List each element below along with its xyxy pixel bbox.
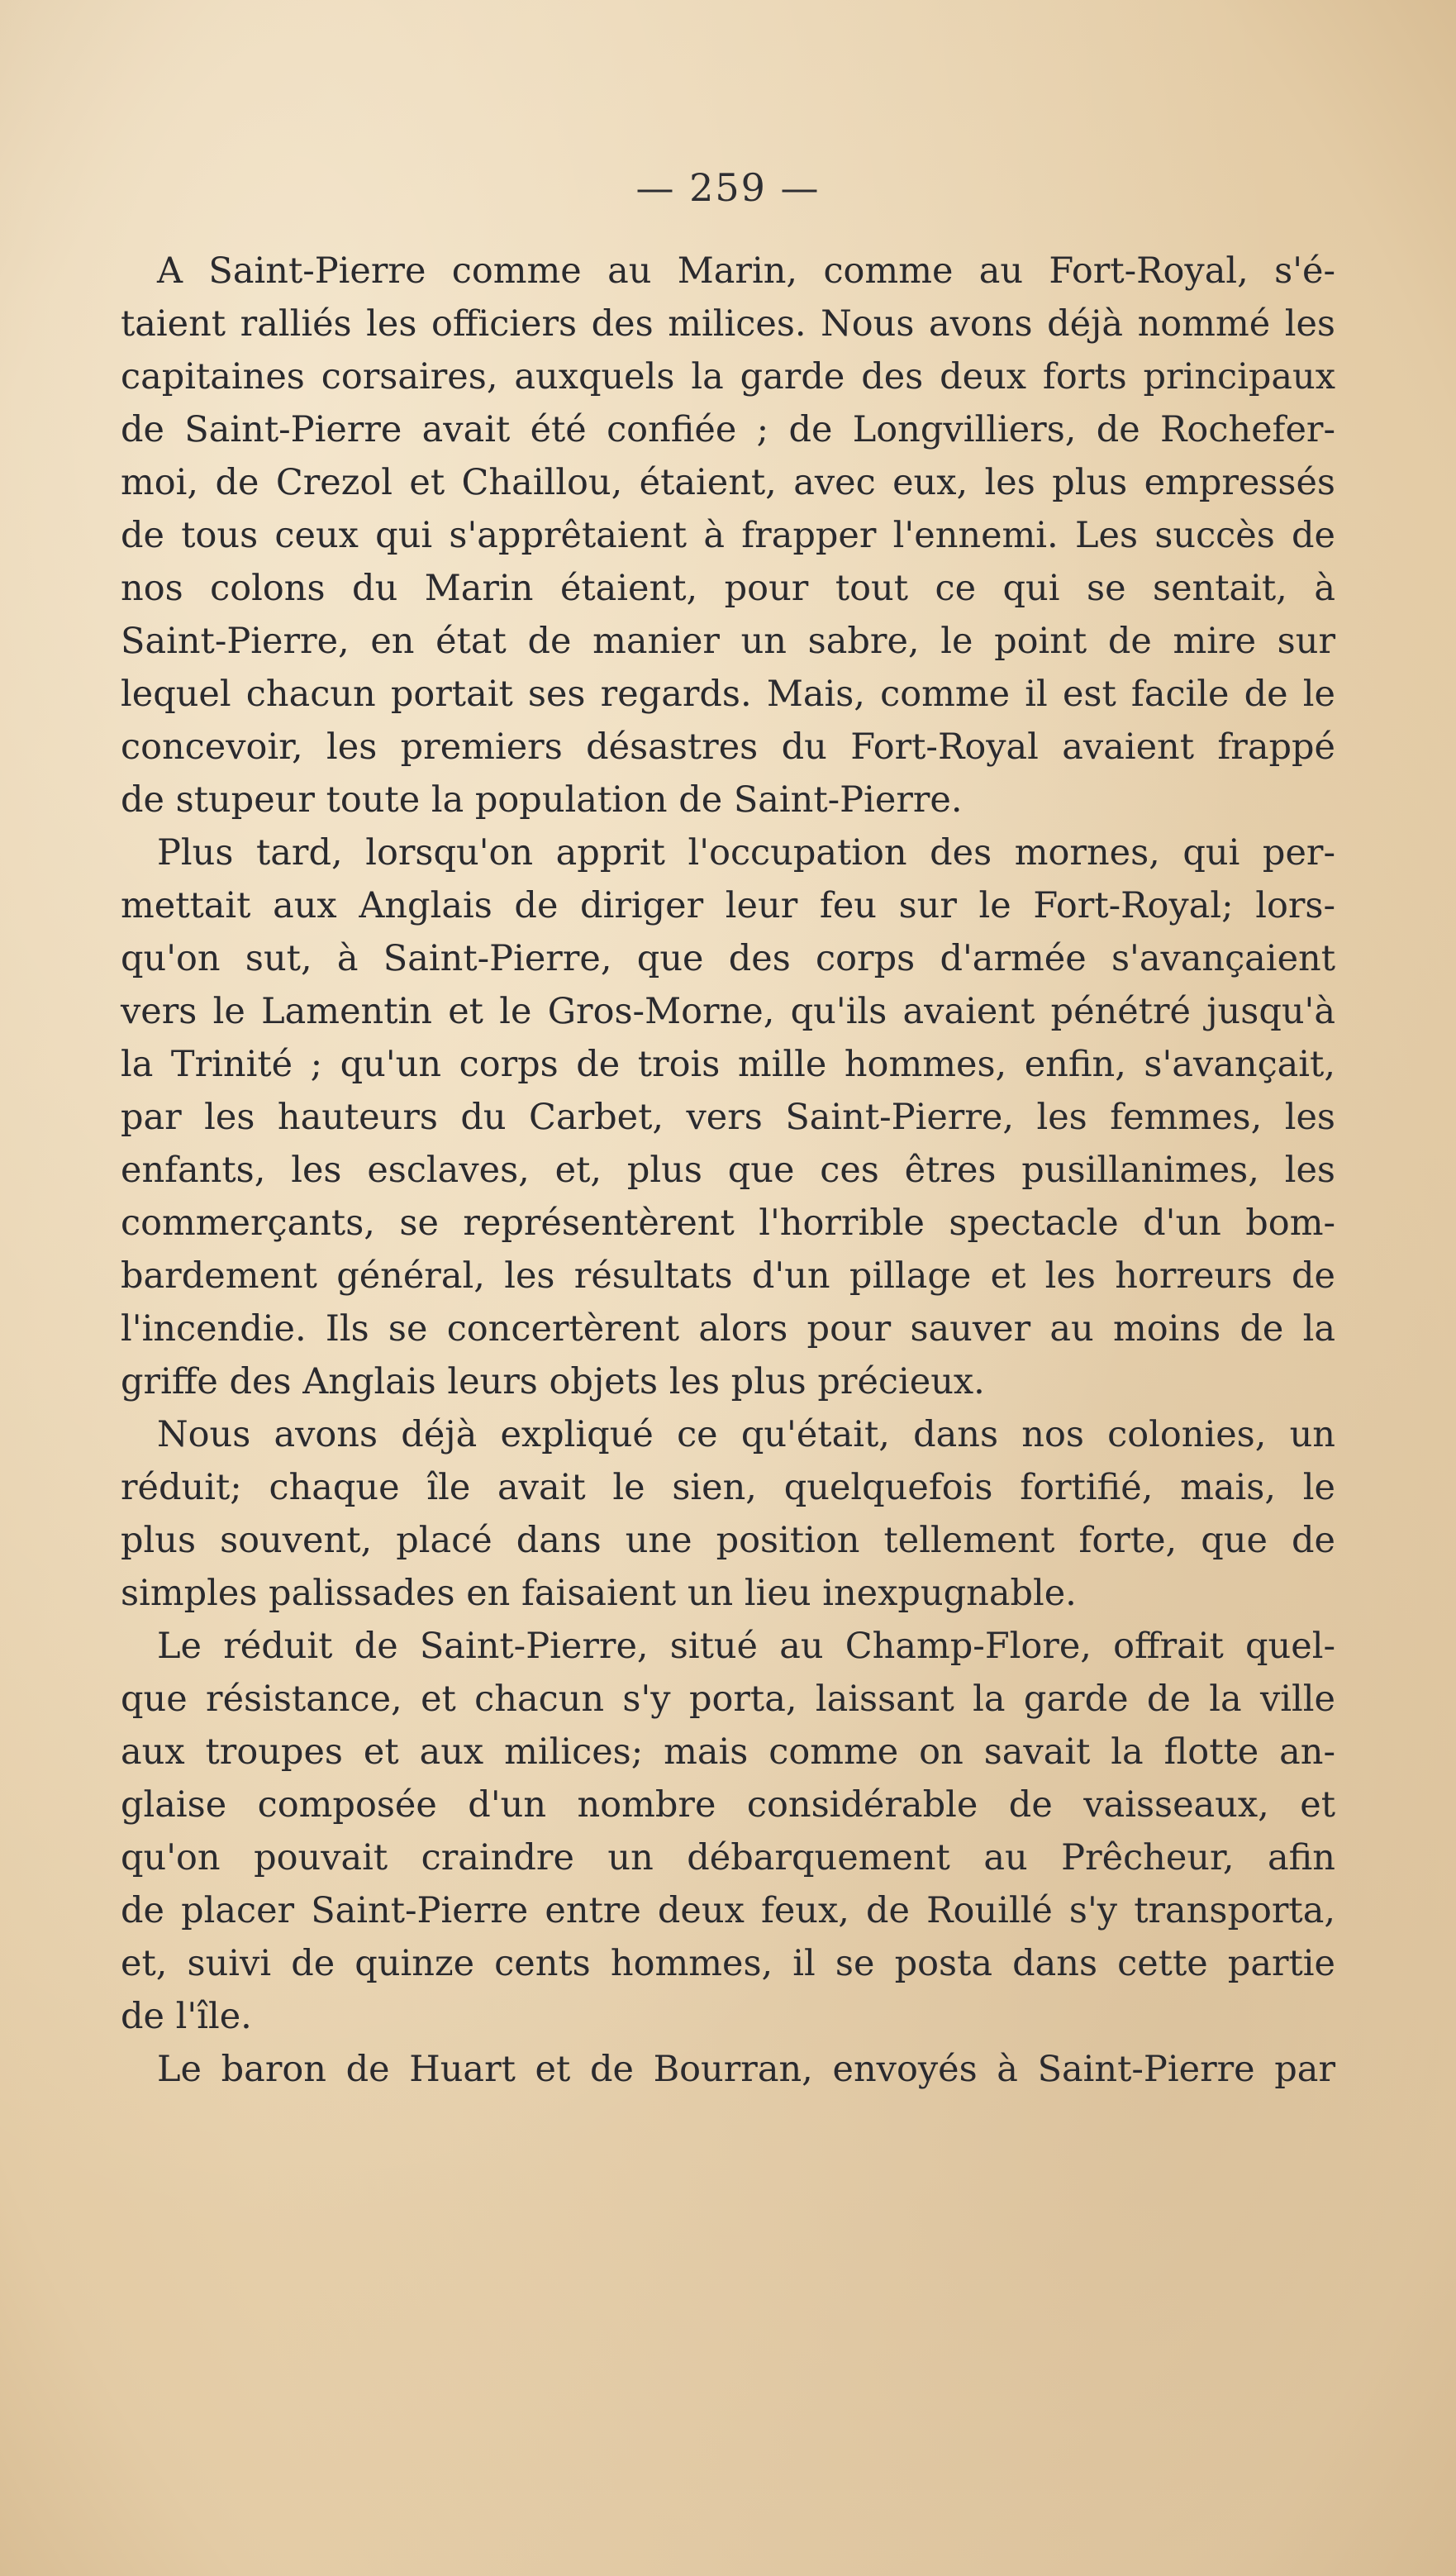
text-line: nos colons du Marin étaient, pour tout ce qui se sentait, à	[121, 568, 1335, 609]
text-line: lequel chacun portait ses regards. Mais, comme il est facile de le	[121, 674, 1335, 715]
paragraph	[121, 1408, 1335, 1620]
text-line: Saint-Pierre, en état de manier un sabre, le point de mire sur	[121, 621, 1335, 662]
text-line: mettait aux Anglais de diriger leur feu sur le Fort-Royal; lors-	[121, 885, 1335, 926]
text-line: réduit; chaque île avait le sien, quelquefois fortifié, mais, le	[121, 1467, 1335, 1508]
text-line: Le baron de Huart et de Bourran, envoyés à Saint-Pierre par	[157, 2049, 1335, 2090]
text-line: de l'île.	[121, 1996, 252, 2037]
paragraph	[121, 826, 1335, 1408]
text-line: glaise composée d'un nombre considérable de vaisseaux, et	[121, 1784, 1335, 1826]
paragraph	[121, 1620, 1335, 2043]
text-line: qu'on pouvait craindre un débarquement au Prêcheur, afin	[121, 1837, 1335, 1878]
text-line: que résistance, et chacun s'y porta, laissant la garde de la ville	[121, 1678, 1335, 1720]
text-line: Plus tard, lorsqu'on apprit l'occupation des mornes, qui per-	[157, 832, 1335, 874]
paragraph	[121, 245, 1335, 826]
text-line: de placer Saint-Pierre entre deux feux, de Rouillé s'y transporta,	[121, 1890, 1335, 1931]
page-number: — 259 —	[635, 165, 821, 210]
text-line: griffe des Anglais leurs objets les plus précieux.	[121, 1361, 985, 1402]
text-line: taient ralliés les officiers des milices. Nous avons déjà nommé les	[121, 303, 1335, 345]
text-line: l'incendie. Ils se concertèrent alors pour sauver au moins de la	[121, 1308, 1335, 1350]
text-line: concevoir, les premiers désastres du Fort-Royal avaient frappé	[121, 726, 1335, 768]
text-line: et, suivi de quinze cents hommes, il se posta dans cette partie	[121, 1943, 1335, 1984]
text-line: enfants, les esclaves, et, plus que ces êtres pusillanimes, les	[121, 1150, 1335, 1191]
text-line: qu'on sut, à Saint-Pierre, que des corps d'armée s'avançaient	[121, 938, 1335, 979]
text-line: par les hauteurs du Carbet, vers Saint-Pierre, les femmes, les	[121, 1097, 1335, 1138]
text-line: de Saint-Pierre avait été confiée ; de Longvilliers, de Rochefer-	[121, 409, 1335, 450]
text-line: commerçants, se représentèrent l'horrible spectacle d'un bom-	[121, 1202, 1335, 1244]
text-line: aux troupes et aux milices; mais comme on savait la flotte an-	[121, 1731, 1335, 1773]
paragraph	[121, 2043, 1335, 2096]
text-line: de tous ceux qui s'apprêtaient à frapper l'ennemi. Les succès de	[121, 515, 1335, 556]
text-line: de stupeur toute la population de Saint-Pierre.	[121, 779, 963, 821]
text-line: simples palissades en faisaient un lieu inexpugnable.	[121, 1573, 1077, 1614]
text-line: capitaines corsaires, auxquels la garde des deux forts principaux	[121, 356, 1335, 398]
text-line: la Trinité ; qu'un corps de trois mille hommes, enfin, s'avançait,	[121, 1044, 1335, 1085]
text-line: vers le Lamentin et le Gros-Morne, qu'ils avaient pénétré jusqu'à	[121, 991, 1335, 1032]
text-line: bardement général, les résultats d'un pillage et les horreurs de	[121, 1255, 1335, 1297]
text-line: moi, de Crezol et Chaillou, étaient, avec eux, les plus empressés	[121, 462, 1335, 503]
text-line: A Saint-Pierre comme au Marin, comme au Fort-Royal, s'é-	[157, 250, 1335, 292]
text-line: Nous avons déjà expliqué ce qu'était, dans nos colonies, un	[157, 1414, 1335, 1455]
text-line: Le réduit de Saint-Pierre, situé au Champ-Flore, offrait quel-	[157, 1626, 1335, 1667]
body-text	[121, 245, 1335, 2096]
text-line: plus souvent, placé dans une position tellement forte, que de	[121, 1520, 1335, 1561]
